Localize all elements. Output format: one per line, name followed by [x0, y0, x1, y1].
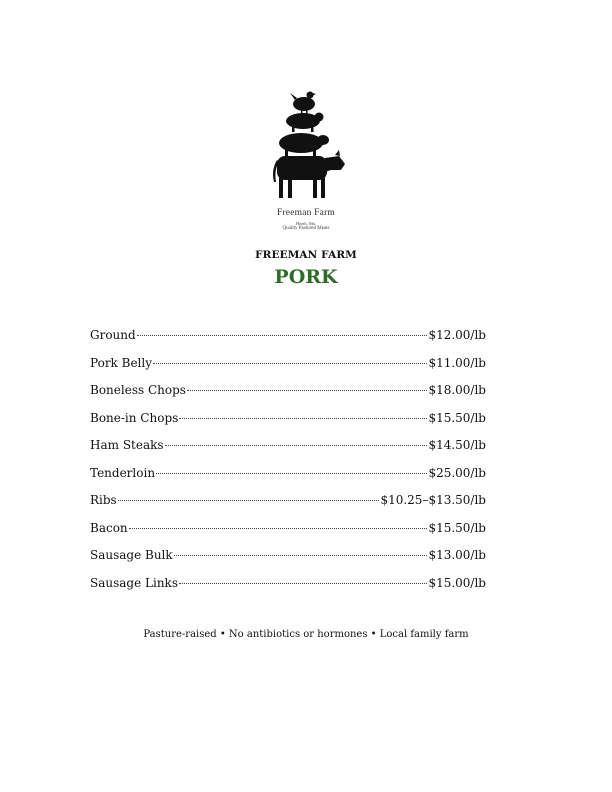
price-row	[90, 411, 486, 439]
item-price: $12.00/lb	[428, 328, 486, 342]
dot-leader	[174, 555, 428, 556]
item-name: Tenderloin	[90, 465, 156, 480]
item-name: Pork Belly	[90, 355, 153, 370]
footer-note: Pasture-raised • No antibiotics or hormones • Local family farm	[143, 629, 469, 640]
item-name: Sausage Links	[90, 575, 178, 590]
item-price: $10.25–$13.50/lb	[380, 493, 486, 507]
item-price: $11.00/lb	[428, 355, 486, 370]
item-name: Boneless Chops	[90, 383, 186, 397]
dot-leader	[156, 473, 427, 474]
item-price: $15.50/lb	[428, 520, 486, 535]
price-row	[90, 493, 486, 521]
item-name: Sausage Bulk	[90, 548, 173, 562]
item-name: Ribs	[90, 493, 117, 507]
item-name: Ground	[90, 328, 136, 342]
price-row	[90, 356, 486, 384]
farm-logo	[255, 88, 357, 238]
dot-leader	[165, 445, 428, 446]
price-row	[90, 438, 486, 466]
dot-leader	[137, 335, 428, 336]
item-price: $13.00/lb	[428, 548, 486, 562]
dot-leader	[187, 390, 428, 391]
logo-name: Freeman Farm	[276, 208, 336, 218]
price-list	[90, 328, 486, 603]
item-name: Ham Steaks	[90, 438, 164, 452]
dot-leader	[153, 363, 427, 364]
dot-leader	[179, 583, 427, 584]
price-row	[90, 576, 486, 604]
item-price: $18.00/lb	[428, 383, 486, 397]
item-price: $14.50/lb	[428, 438, 486, 452]
item-name: Bone-in Chops	[90, 410, 179, 425]
item-price: $15.50/lb	[428, 410, 486, 425]
price-row	[90, 383, 486, 411]
item-price: $25.00/lb	[428, 465, 486, 480]
price-row	[90, 466, 486, 494]
stacked-farm-animals-icon	[255, 88, 357, 206]
price-row	[90, 548, 486, 576]
logo-place: Heath, Ma.	[295, 221, 317, 226]
dot-leader	[118, 500, 380, 501]
logo-tagline: Quality Pastured Meats	[282, 226, 330, 231]
farm-name-heading: FREEMAN FARM	[255, 249, 357, 261]
dot-leader	[129, 528, 428, 529]
price-row	[90, 328, 486, 356]
item-name: Bacon	[90, 520, 128, 535]
item-price: $15.00/lb	[428, 575, 486, 590]
dot-leader	[179, 418, 427, 419]
price-row	[90, 521, 486, 549]
category-title: PORK	[274, 266, 338, 288]
